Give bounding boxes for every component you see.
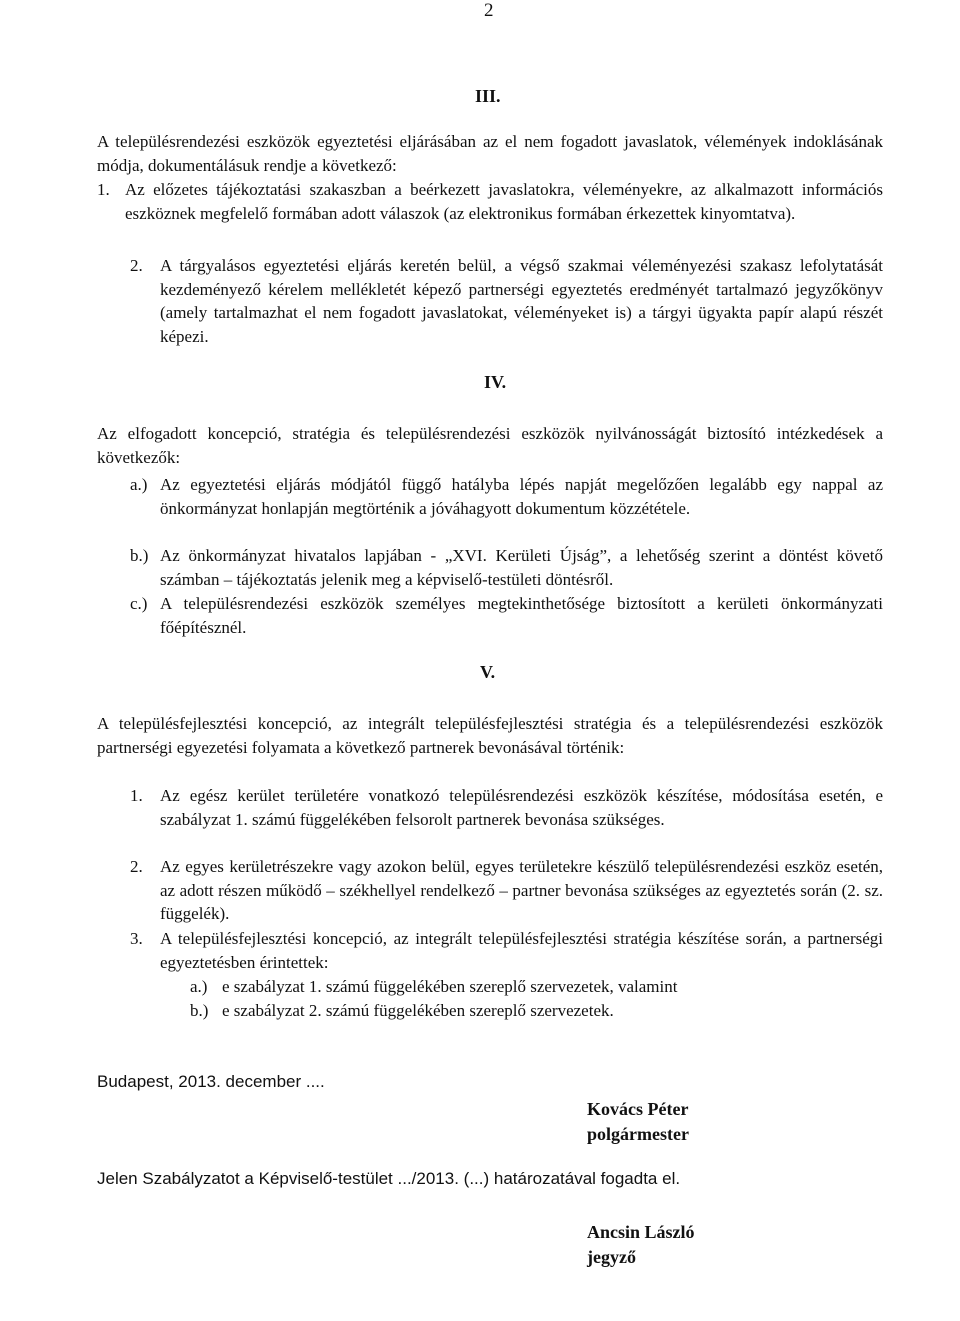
section-3-intro: A településrendezési eszközök egyeztetési eljárásában az el nem fogadott javaslatok, vélemények indoklásának módja, dokumentálásuk rendje a következő: [97,132,883,175]
sub-list-item-text: e szabályzat 2. számú függelékében szereplő szervezetek. [222,1001,614,1020]
list-item-number: 1. [97,180,110,199]
list-item-text: A tárgyalásos egyeztetési eljárás keretén belül, a végső szakmai véleményezési szakasz lefolytatását kezdeményező kérelem mellékletét képező partnerségi egyeztetés eredményét tartalmazó jegyzőkönyv (amely tartalmazhat el nem fogadott javaslatokat, véleményeket is) a tárgyi ügyakta papír alapú részét képezi. [160,256,883,346]
section-4-intro: Az elfogadott koncepció, stratégia és településrendezési eszközök nyilvánosságát biztosító intézkedések a következők: [97,424,883,467]
mayor-signature-block [587,1097,689,1147]
section-4-heading: IV. [484,372,507,392]
sub-list-item [190,975,883,999]
list-item-number: 2. [130,857,143,876]
list-item [97,178,883,225]
list-item [130,784,883,831]
list-item-number: 3. [130,929,143,948]
place-date: Budapest, 2013. december .... [97,1072,325,1091]
list-item [130,254,883,348]
list-item [130,592,883,639]
list-item [130,855,883,926]
list-item-text: Az önkormányzat hivatalos lapjában - „XVI. Kerületi Újság”, a lehetőség szerint a döntést követő számban – tájékoztatás jelenik meg a képviselő-testületi döntésről. [160,546,883,589]
section-5-intro: A településfejlesztési koncepció, az integrált településfejlesztési stratégia és a településrendezési eszközök partnerségi egyezetési folyamata a következő partnerek bevonásával történik: [97,714,883,757]
notary-signature-block [587,1220,695,1270]
section-5-heading: V. [480,662,496,682]
list-item-text: A településfejlesztési koncepció, az integrált településfejlesztési stratégia készítése során, a partnerségi egyeztetésben érintettek: [160,929,883,972]
section-3-heading: III. [475,86,501,106]
sub-list-item-number: b.) [190,1001,209,1020]
list-item-number: b.) [130,546,149,565]
notary-name: Ancsin László [587,1222,695,1242]
list-item-number: 1. [130,786,143,805]
list-item-text: Az egész kerület területére vonatkozó településrendezési eszközök készítése, módosítása esetén, e szabályzat 1. számú függelékében felsorolt partnerek bevonása szükséges. [160,786,883,829]
list-item [130,473,883,520]
list-item-text: A településrendezési eszközök személyes megtekinthetősége biztosított a kerületi önkormányzati főépítésznél. [160,594,883,637]
sub-list-item-number: a.) [190,977,208,996]
sub-list-item [190,999,883,1023]
mayor-title: polgármester [587,1124,689,1144]
notary-title: jegyző [587,1247,636,1267]
list-item [130,927,883,974]
list-item-text: Az egyeztetési eljárás módjától függő hatályba lépés napját megelőzően legalább egy nappal az önkormányzat honlapján megtörténik a jóváhagyott dokumentum közzététele. [160,475,883,518]
list-item-text: Az előzetes tájékoztatási szakaszban a beérkezett javaslatokra, véleményekre, az alkalmazott információs eszköznek megfelelő formában adott válaszok (az elektronikus formában érkezettek kinyomtatva). [125,180,883,223]
list-item-number: c.) [130,594,148,613]
sub-list-item-text: e szabályzat 1. számú függelékében szereplő szervezetek, valamint [222,977,678,996]
page-number: 2 [484,0,494,21]
adoption-statement: Jelen Szabályzatot a Képviselő-testület .../2013. (...) határozatával fogadta el. [97,1169,681,1188]
mayor-name: Kovács Péter [587,1099,689,1119]
list-item-text: Az egyes kerületrészekre vagy azokon belül, egyes területekre készülő településrendezési eszköz esetén, az adott részen működő – székhellyel rendelkező – partner bevonása szükséges az egyeztetés során (2. sz. függelék). [160,857,883,923]
list-item [130,544,883,591]
list-item-number: 2. [130,256,143,275]
list-item-number: a.) [130,475,148,494]
